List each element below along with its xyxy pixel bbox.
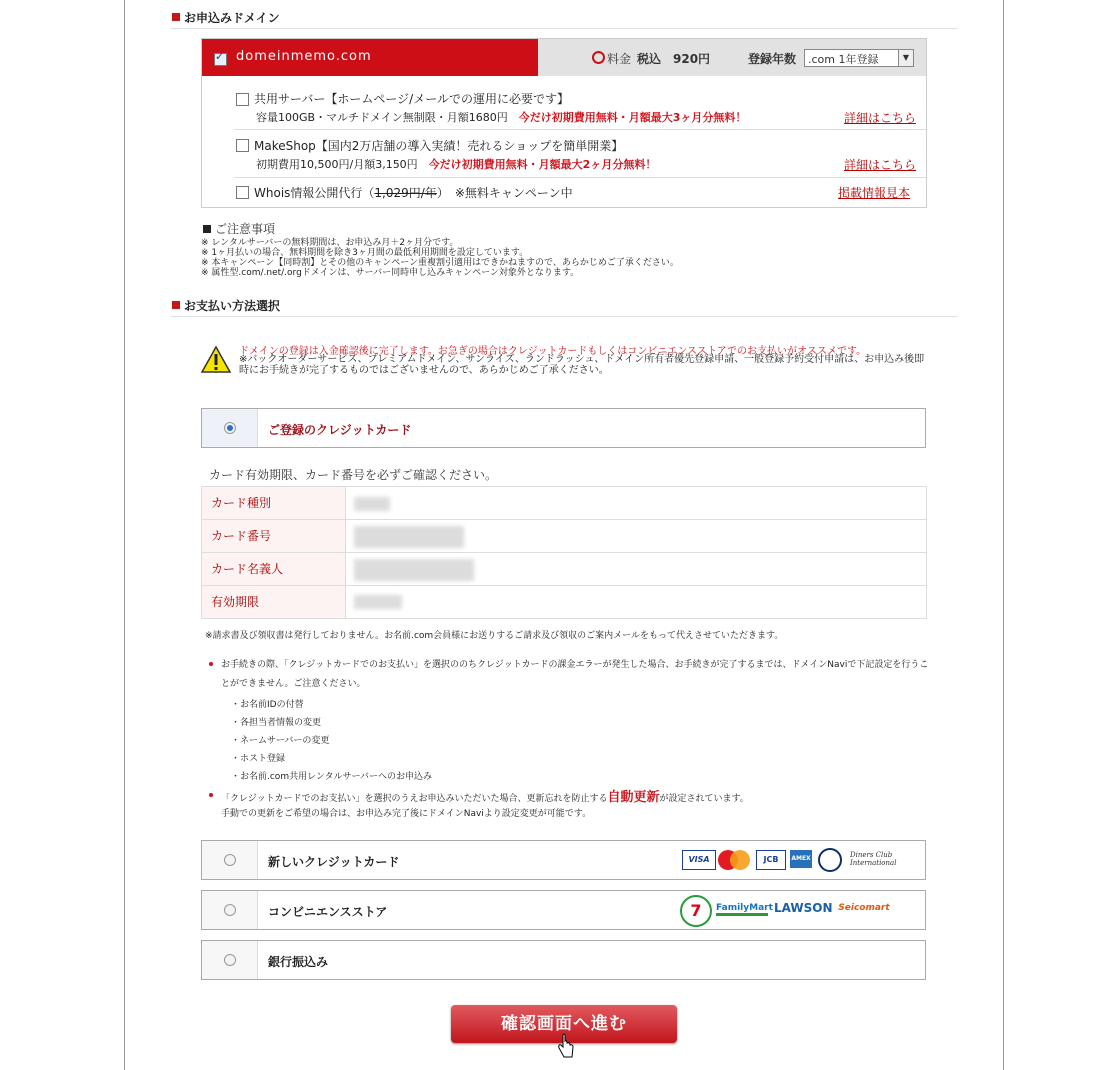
warning-icon — [201, 346, 231, 373]
chevron-down-icon: ▼ — [898, 50, 913, 66]
domain-name-cell — [202, 39, 538, 76]
payment-option-new-card[interactable] — [201, 840, 926, 880]
price-circle-icon — [592, 51, 605, 64]
whois-checkbox[interactable] — [236, 186, 249, 199]
caution-2-cont: 手動での更新をご希望の場合は、お申込み完了後にドメインNaviより設定変更が可能です。 — [221, 809, 592, 819]
bank-radio[interactable] — [224, 954, 236, 966]
years-select-value: .com 1年登録 — [808, 53, 879, 66]
option-title: 共用サーバー【ホームページ/メールでの運用に必要です】 — [254, 92, 569, 106]
option-desc: 初期費用10,500円/月額3,150円 今だけ初期費用無料・月額最大2ヶ月分無料！ — [256, 158, 657, 171]
warning-text: ※バックオーダーサービス、プレミアムドメイン、サンライズ、ランドラッシュ、ドメイン所有者優先登録申請、一般登録予約受付申請は、お申込み後即時にお手続きが完了するものではございませんので、あらかじめご了承ください。 — [239, 354, 925, 376]
option-title: MakeShop【国内2万店舗の導入実績！売れるショップを簡単開業】 — [254, 139, 624, 153]
table-row — [202, 553, 926, 586]
domain-section-heading: お申込みドメイン — [172, 9, 280, 26]
makeshop-checkbox[interactable] — [236, 139, 249, 152]
note-line: ※ 本キャンペーン【同時割】とその他のキャンペーン重複割引適用はできかねますので、あらかじめご了承ください。 — [201, 258, 679, 268]
hand-cursor-icon — [557, 1033, 575, 1061]
note-line: ※ 属性型.com/.net/.orgドメインは、サーバー同時申し込みキャンペーン対象外となります。 — [201, 268, 580, 278]
card-info-table — [201, 486, 927, 619]
visa-icon: VISA — [682, 850, 716, 870]
domain-header-bar — [202, 39, 926, 76]
table-row — [202, 520, 926, 553]
conveni-radio[interactable] — [224, 904, 236, 916]
caution-1-cont: とができません。ご注意ください。 — [221, 679, 366, 689]
lawson-icon: LAWSON — [774, 901, 833, 915]
caution-2: 「クレジットカードでのお支払い」を選択のうえお申込みいただいた場合、更新忘れを防止する自動更新が設定されています。 — [221, 790, 749, 805]
price-label: 料金 — [607, 52, 632, 66]
amex-icon: AMEX — [790, 850, 812, 868]
divider — [234, 129, 926, 130]
domain-checkbox[interactable] — [214, 53, 227, 66]
seicomart-icon: Seicomart — [838, 903, 890, 913]
card-number-label: カード番号 — [202, 520, 346, 552]
caution-item: ・お名前IDの付替 — [231, 700, 304, 710]
divider — [171, 28, 957, 29]
familymart-icon: FamilyMart — [716, 903, 768, 916]
jcb-icon: JCB — [756, 850, 786, 870]
new-card-radio[interactable] — [224, 854, 236, 866]
diners-label: Diners Club International — [850, 851, 897, 867]
payment-section-heading: お支払い方法選択 — [172, 297, 280, 314]
note-line: ※ レンタルサーバーの無料期間は、お申込み月＋2ヶ月分です。 — [201, 238, 459, 248]
redacted-value — [354, 497, 390, 511]
sample-link[interactable]: 掲載情報見本 — [838, 186, 911, 200]
table-row — [202, 487, 926, 520]
page-container — [124, 0, 1004, 1070]
redacted-value — [354, 595, 402, 609]
caution-item: ・お名前.com共用レンタルサーバーへのお申込み — [231, 772, 433, 782]
table-row — [202, 586, 926, 618]
caution-item: ・ホスト登録 — [231, 754, 286, 764]
new-card-label: 新しいクレジットカード — [268, 855, 400, 869]
card-type-label: カード種別 — [202, 487, 346, 519]
years-label: 登録年数 — [748, 52, 797, 66]
registered-card-label: ご登録のクレジットカード — [268, 423, 412, 437]
note-line: ※ 1ヶ月払いの場合、無料期間を除き3ヶ月間の最低利用期間を設定しています。 — [201, 248, 529, 258]
card-holder-label: カード名義人 — [202, 553, 346, 585]
years-select[interactable] — [804, 49, 914, 67]
invoice-note: ※請求書及び領収書は発行しておりません。お名前.com会員様にお送りするご請求及び領収のご案内メールをもって代えさせていただきます。 — [205, 631, 784, 641]
option-desc: 容量100GB・マルチドメイン無制限・月額1680円 今だけ初期費用無料・月額最大3ヶ月分無料！ — [256, 111, 747, 124]
notes-heading: ご注意事項 — [203, 220, 275, 237]
payment-option-bank-transfer[interactable] — [201, 940, 926, 980]
payment-option-registered-card[interactable] — [201, 408, 926, 448]
shared-server-checkbox[interactable] — [236, 93, 249, 106]
bank-label: 銀行振込み — [268, 955, 329, 969]
divider — [171, 316, 957, 317]
bullet — [209, 793, 213, 797]
redacted-value — [354, 559, 474, 581]
details-link[interactable]: 詳細はこちら — [844, 111, 917, 125]
redacted-value — [354, 526, 464, 548]
caution-item: ・ネームサーバーの変更 — [231, 736, 330, 746]
caution-item: ・各担当者情報の変更 — [231, 718, 322, 728]
payment-option-convenience-store[interactable] — [201, 890, 926, 930]
mastercard-icon — [718, 850, 750, 870]
warning-red-text: ドメインの登録は入金確認後に完了します。お急ぎの場合はクレジットカードもしくはコンビニエンスストアでのお支払いがオススメです。 — [239, 346, 867, 357]
divider — [234, 177, 926, 178]
details-link[interactable]: 詳細はこちら — [844, 158, 917, 172]
conveni-label: コンビニエンスストア — [268, 905, 388, 919]
diners-icon — [816, 848, 848, 870]
caution-1: お手続きの際、「クレジットカードでのお支払い」を選択ののちクレジットカードの課金エラーが発生した場合、お手続きが完了するまでは、ドメインNaviで下記設定を行うこ — [221, 660, 929, 670]
domain-box — [201, 38, 927, 208]
bullet — [209, 662, 213, 666]
price-value: 税込 920円 — [637, 52, 711, 66]
option-title: Whois情報公開代行（1,029円/年） ※無料キャンペーン中 — [254, 186, 573, 200]
confirm-button[interactable]: 確認画面へ進む — [451, 1005, 677, 1043]
card-check-message: カード有効期限、カード番号を必ずご確認ください。 — [209, 468, 498, 482]
seven-eleven-icon: 7 — [680, 895, 712, 927]
registered-card-radio[interactable] — [224, 422, 236, 434]
expiry-label: 有効期限 — [202, 586, 346, 618]
domain-name: domeinmemo.com — [236, 49, 372, 64]
